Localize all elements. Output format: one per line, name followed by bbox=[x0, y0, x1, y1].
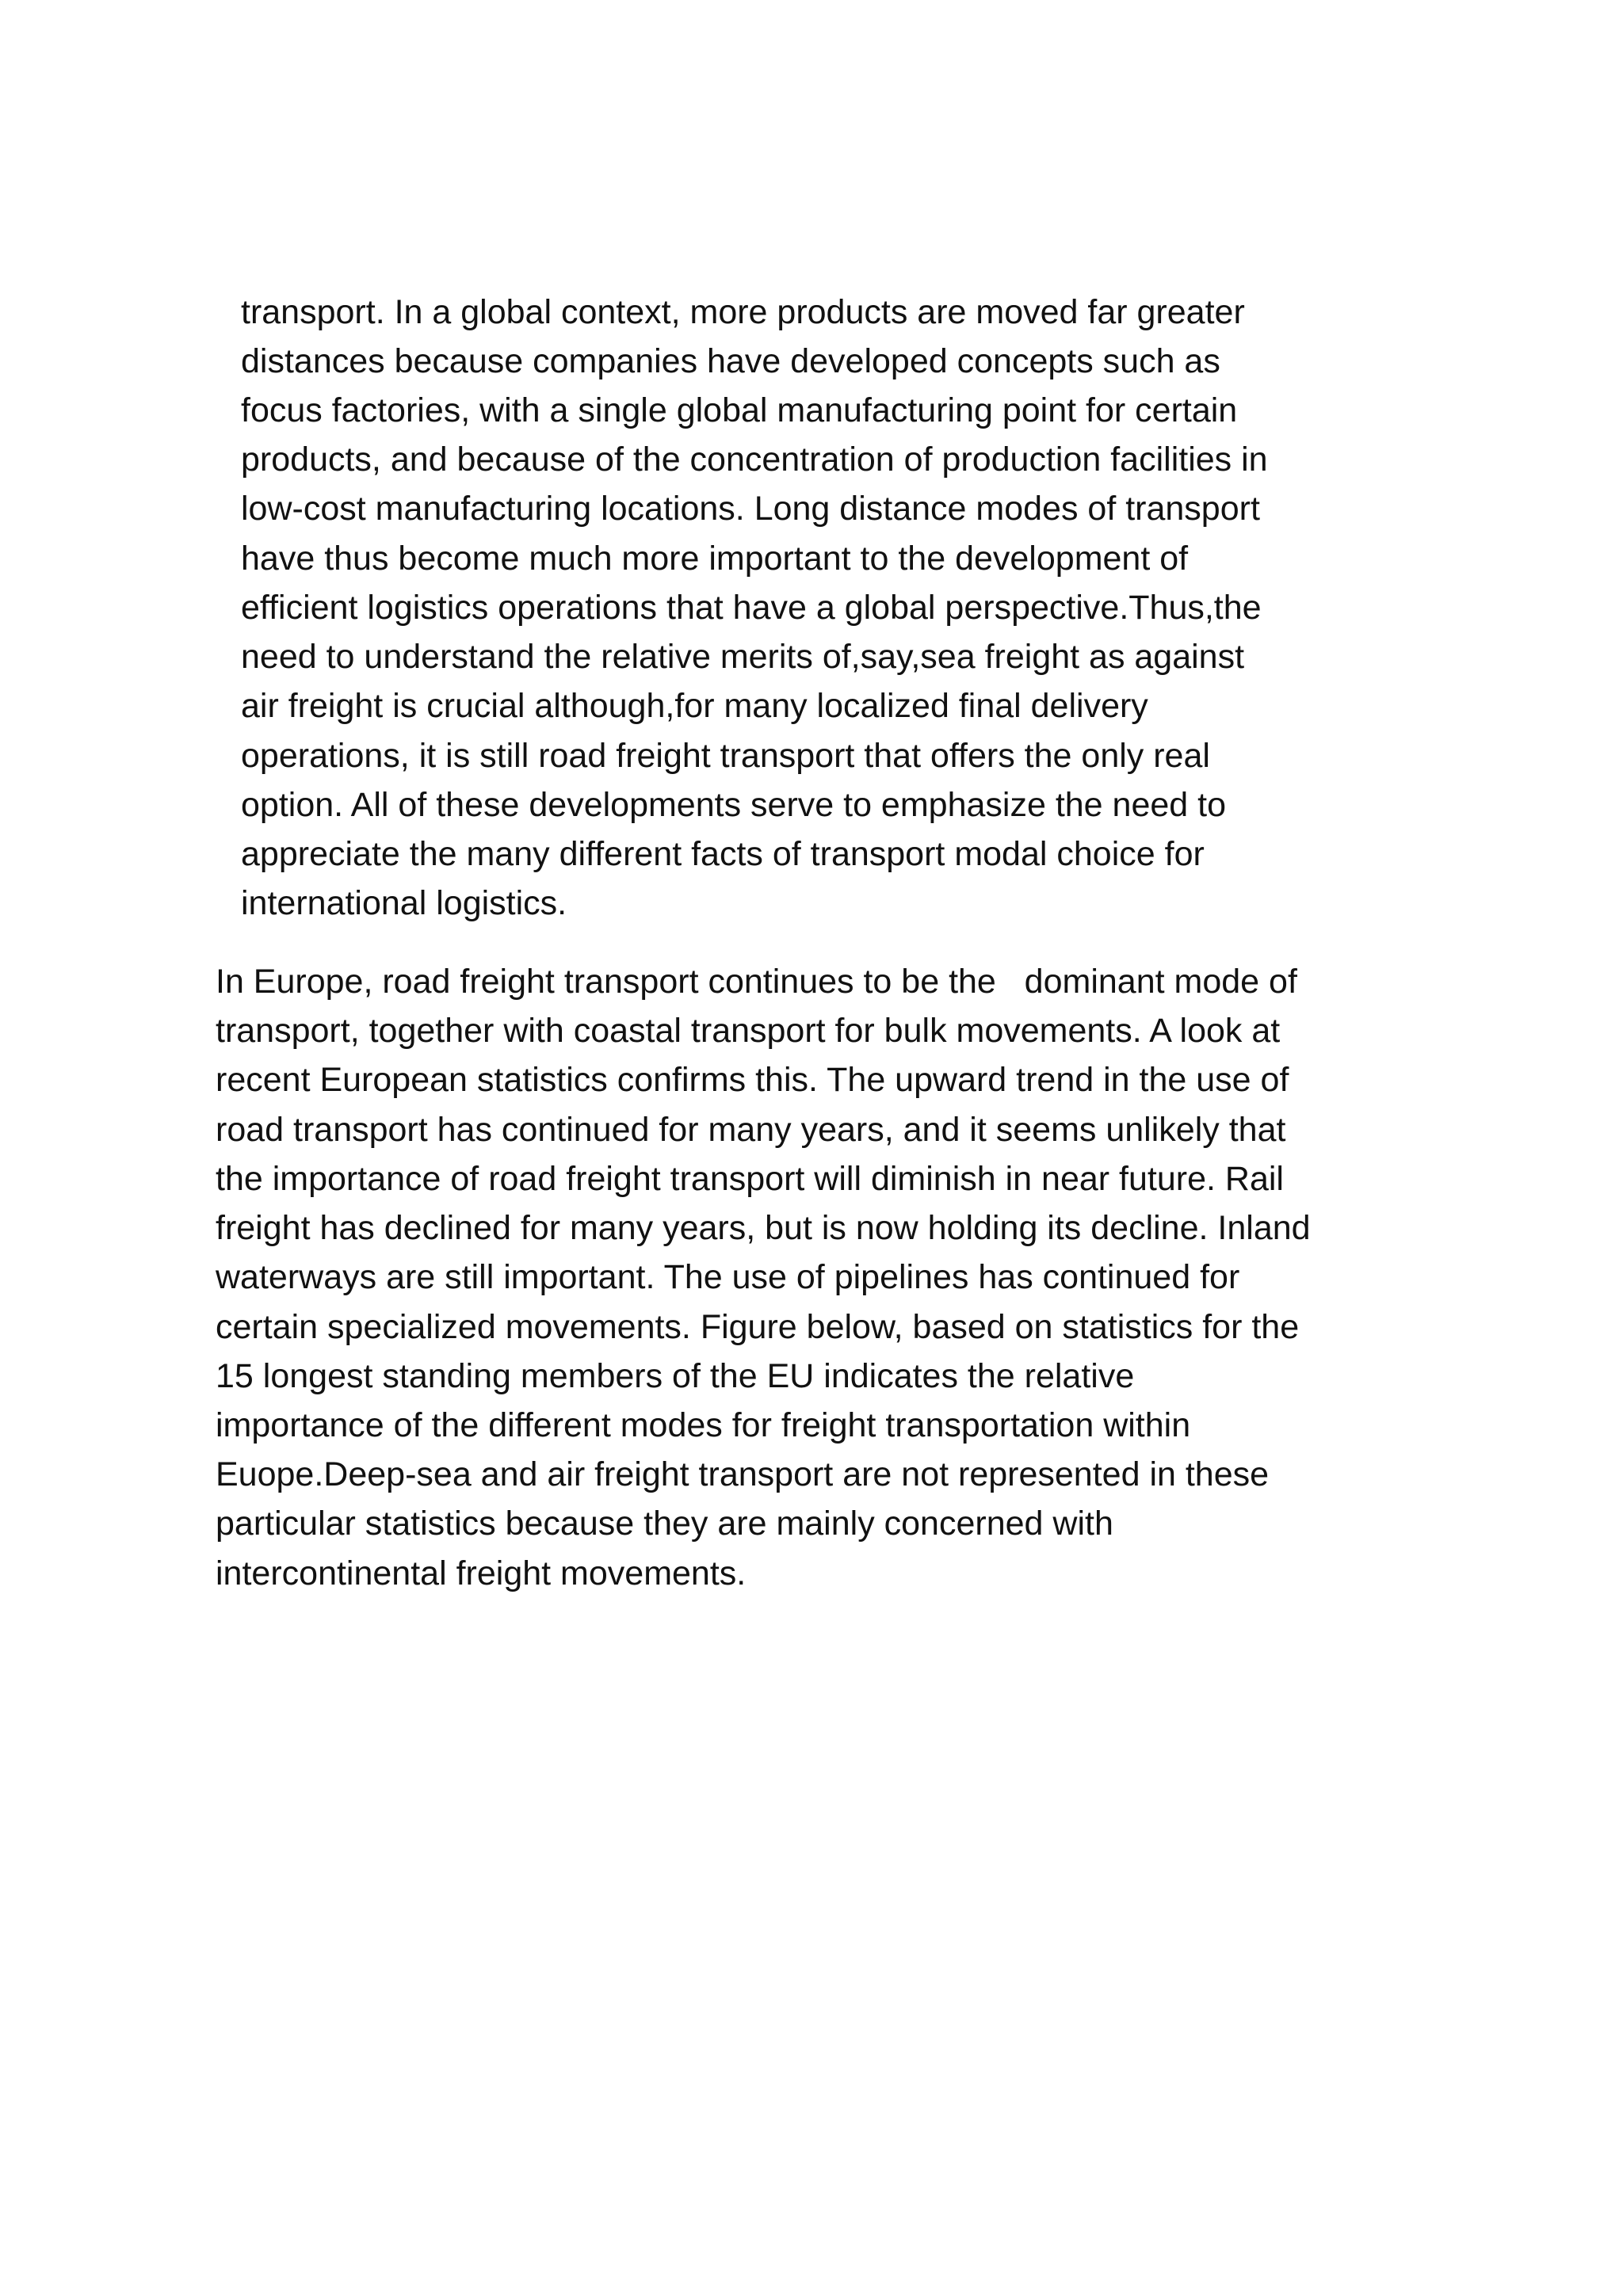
text-line: international logistics. bbox=[241, 884, 567, 922]
text-line: recent European statistics confirms this. The upward trend in the use of bbox=[216, 1061, 1289, 1099]
text-line: option. All of these developments serve to emphasize the need to bbox=[241, 786, 1227, 824]
text-line: Euope.Deep-sea and air freight transport are not represented in these bbox=[216, 1455, 1270, 1493]
text-line: transport. In a global context, more products are moved far greater bbox=[241, 293, 1245, 331]
text-line: air freight is crucial although,for many localized final delivery bbox=[241, 687, 1148, 725]
text-line: low-cost manufacturing locations. Long distance modes of transport bbox=[241, 490, 1260, 528]
text-line: need to understand the relative merits of,say,sea freight as against bbox=[241, 638, 1245, 676]
text-line: products, and because of the concentration of production facilities in bbox=[241, 441, 1268, 479]
text-line: intercontinental freight movements. bbox=[216, 1554, 747, 1592]
text-line: road transport has continued for many years, and it seems unlikely that bbox=[216, 1111, 1286, 1149]
text-line: importance of the different modes for freight transportation within bbox=[216, 1406, 1191, 1444]
text-line: transport, together with coastal transport for bulk movements. A look at bbox=[216, 1012, 1281, 1050]
text-line: appreciate the many different facts of transport modal choice for bbox=[241, 835, 1205, 873]
text-line: have thus become much more important to the development of bbox=[241, 540, 1189, 578]
text-line: freight has declined for many years, but is now holding its decline. Inland bbox=[216, 1209, 1311, 1247]
text-line: the importance of road freight transport will diminish in near future. Rail bbox=[216, 1160, 1284, 1198]
text-line: certain specialized movements. Figure below, based on statistics for the bbox=[216, 1308, 1300, 1346]
text-line: waterways are still important. The use of pipelines has continued for bbox=[216, 1258, 1240, 1296]
text-line: distances because companies have developed concepts such as bbox=[241, 342, 1220, 380]
text-line: efficient logistics operations that have a global perspective.Thus,the bbox=[241, 589, 1262, 627]
text-line: operations, it is still road freight transport that offers the only real bbox=[241, 737, 1210, 775]
text-line: particular statistics because they are mainly concerned with bbox=[216, 1505, 1113, 1543]
text-line: focus factories, with a single global manufacturing point for certain bbox=[241, 391, 1238, 429]
text-line: 15 longest standing members of the EU indicates the relative bbox=[216, 1357, 1135, 1395]
text-line: In Europe, road freight transport continues to be the dominant mode of bbox=[216, 963, 1297, 1001]
